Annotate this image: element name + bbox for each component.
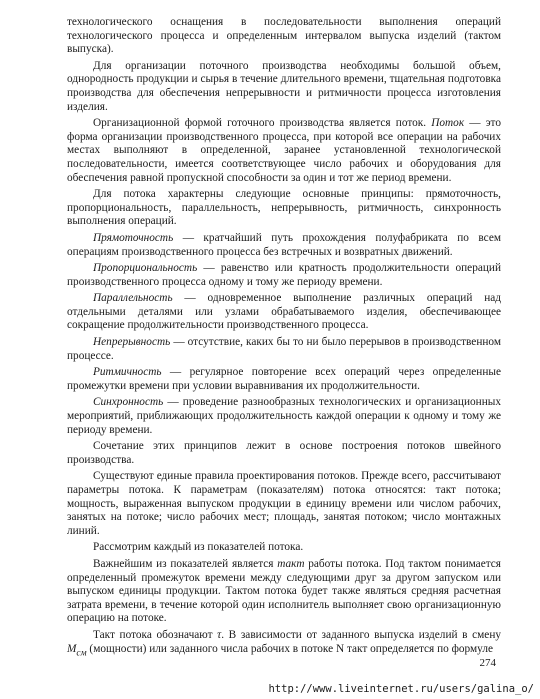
paragraph bbox=[67, 188, 501, 229]
text-run: работы потока. Под тактом понимается определенный промежуток времени между следующими друг за другом запуском или выпуском единицы продукции. Тактом потока будет также являться средняя расчетная затрата времени, в течение которой один исполнитель выполняет свою организационную операцию на потоке. bbox=[67, 557, 501, 625]
text-run: Для потока характерны следующие основные принципы: прямоточность, пропорциональность, параллельность, непрерывность, ритмичность, синхронность выполнения операций. bbox=[67, 188, 501, 228]
paragraph bbox=[67, 629, 501, 660]
subscript-text: см bbox=[76, 647, 87, 658]
text-run: — равенство или кратность продолжительности операций производственного процесса одному и тому же периоду времени. bbox=[67, 262, 501, 288]
paragraph bbox=[67, 232, 501, 259]
page-number: 274 bbox=[479, 657, 496, 669]
text-run: — проведение разнообразных технологических и организационных мероприятий, приближающих продолжительность каждой операции к одному и тому же периоду времени. bbox=[67, 396, 501, 436]
italic-term: Пропорциональность bbox=[93, 262, 198, 275]
italic-term: такт bbox=[277, 557, 305, 570]
paragraph bbox=[67, 16, 501, 57]
italic-term: τ bbox=[217, 628, 222, 641]
paragraph bbox=[67, 262, 501, 289]
italic-term: Ритмичность bbox=[93, 366, 162, 379]
paragraph bbox=[67, 440, 501, 467]
text-run: Сочетание этих принципов лежит в основе построения потоков швейного производства. bbox=[67, 440, 501, 466]
italic-term: Поток bbox=[431, 117, 465, 130]
italic-term: Параллельность bbox=[93, 292, 173, 305]
subscript bbox=[76, 648, 86, 658]
body-text bbox=[67, 16, 501, 660]
text-run: Важнейшим из показателей является bbox=[93, 557, 278, 570]
text-run: — отсутствие, каких бы то ни было перерывов в производственном процессе. bbox=[67, 336, 501, 362]
paragraph bbox=[67, 292, 501, 333]
paragraph bbox=[67, 366, 501, 393]
text-run: Организационной формой готочного производства является поток. bbox=[93, 117, 432, 130]
text-run: (мощности) или заданного числа рабочих в потоке N такт определяется по формуле bbox=[86, 642, 493, 655]
text-run: . В зависимости от заданного выпуска изделий в смену bbox=[221, 628, 502, 641]
italic-term: Непрерывность bbox=[93, 336, 171, 349]
italic-term: Синхронность bbox=[93, 396, 164, 409]
paragraph bbox=[67, 541, 501, 555]
text-run: — регулярное повторение всех операций через определенные промежутки времени при условии выравнивания их продолжительности. bbox=[67, 366, 501, 392]
text-run: — одновременное выполнение различных операций над отдельными деталями или узлами обрабатываемого изделия, обеспечивающее сокращение продолжительности производственного процесса. bbox=[67, 292, 501, 332]
italic-term: Прямоточность bbox=[93, 231, 174, 244]
text-run: Такт потока обозначают bbox=[93, 628, 218, 641]
text-run: технологического оснащения в последовательности выполнения операций технологического процесса и определенным интервалом выпуска изделий (тактом выпуска). bbox=[67, 16, 501, 56]
paragraph bbox=[67, 470, 501, 538]
paragraph bbox=[67, 336, 501, 363]
text-run: Рассмотрим каждый из показателей потока. bbox=[93, 541, 304, 554]
paragraph bbox=[67, 396, 501, 437]
paragraph bbox=[67, 117, 501, 185]
text-run: Существуют единые правила проектирования потоков. Прежде всего, рассчитывают параметры потока. К параметрам (показателям) потока относятся: такт потока; мощность, выраженная выпуском продукции в единицу времени или числом рабочих, занятых на потоке; число рабочих мест; площадь, занятая потоком; число монтажных линий. bbox=[67, 470, 501, 537]
italic-term: М bbox=[67, 642, 77, 655]
paragraph bbox=[67, 558, 501, 626]
paragraph bbox=[67, 60, 501, 114]
text-run: Для организации поточного производства необходимы большой объем, однородность продукции и сырья в течение длительного времени, тщательная подготовка производства для обеспечения непрерывности и ритмичности процесса изготовления изделия. bbox=[67, 59, 501, 113]
text-run: — кратчайший путь прохождения полуфабриката по всем операциям производственного процесса без встречных и возвратных движений. bbox=[67, 231, 501, 258]
text-run: — это форма организации производственного процесса, при которой все операции на рабочих местах выполняют в определенной, заранее установленной технологической последовательности, имеется соответствующее число рабочих и оборудования для обеспечения равной пропускной способности за один и тот же период времени. bbox=[67, 117, 501, 184]
watermark-url: http://www.liveinternet.ru/users/galina_o/ bbox=[268, 683, 534, 695]
